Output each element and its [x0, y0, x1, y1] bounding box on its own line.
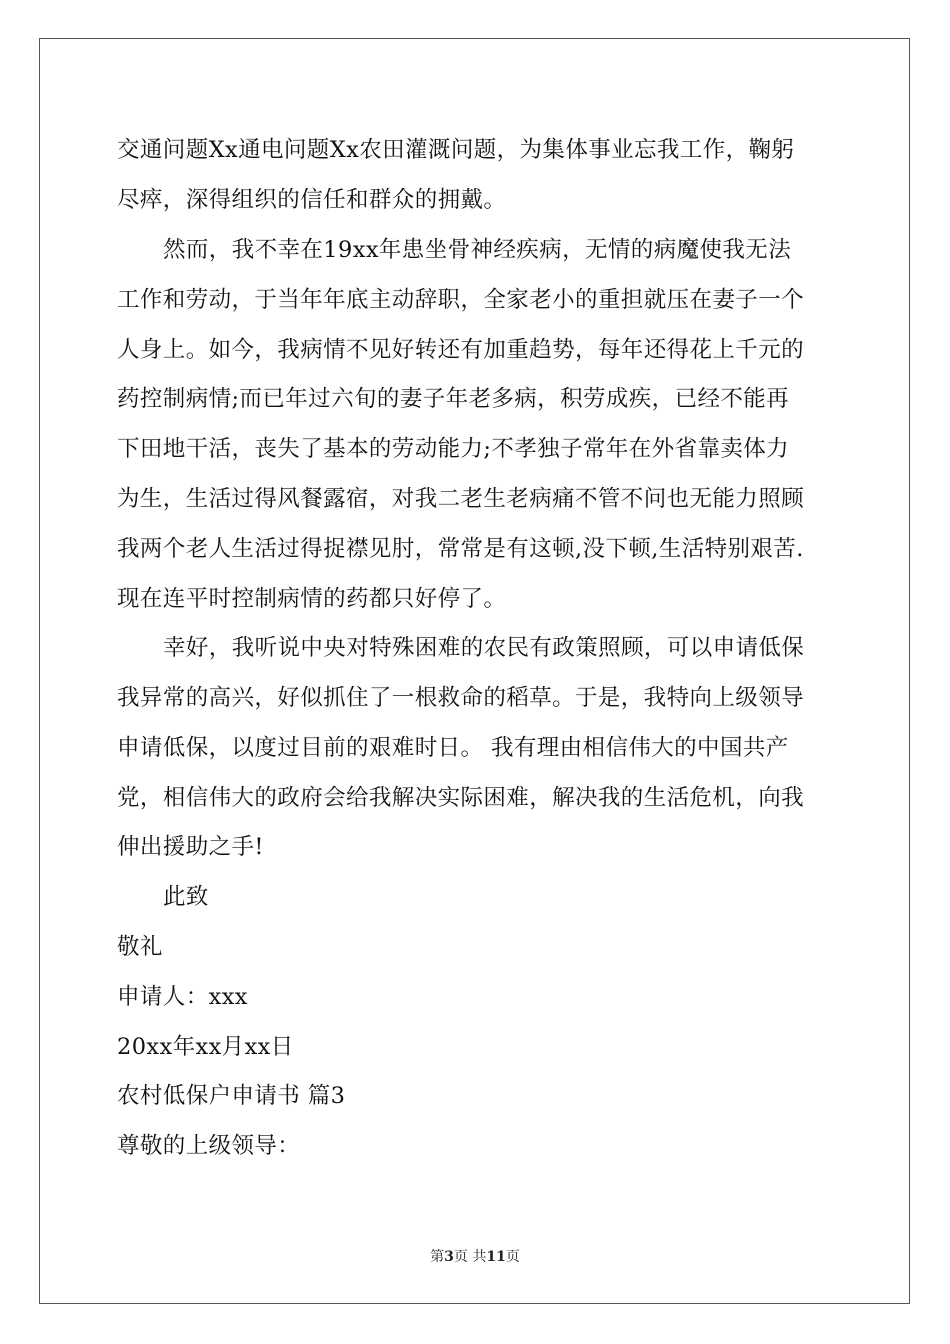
body-line-15: 伸出援助之手! [117, 834, 264, 860]
footer-suffix: 页 [505, 1249, 520, 1265]
body-line-2: 尽瘁，深得组织的信任和群众的拥戴。 [117, 187, 507, 213]
page-border [39, 38, 910, 1304]
body-line-4: 工作和劳动，于当年年底主动辞职，全家老小的重担就压在妻子一个 [117, 287, 805, 313]
document-date: 20xx年xx月xx日 [117, 1034, 294, 1060]
footer-page-number: 3 [444, 1249, 454, 1265]
section-heading: 农村低保户申请书 篇3 [117, 1083, 346, 1109]
closing-regards: 敬礼 [117, 934, 163, 960]
body-line-14: 党，相信伟大的政府会给我解决实际困难，解决我的生活危机，向我 [117, 785, 805, 811]
body-line-7: 下田地干活，丧失了基本的劳动能力;不孝独子常年在外省靠卖体力 [117, 436, 790, 462]
applicant-signature: 申请人：xxx [117, 984, 248, 1010]
body-line-1: 交通问题Xx通电问题Xx农田灌溉问题，为集体事业忘我工作，鞠躬 [117, 137, 795, 163]
body-line-5: 人身上。如今，我病情不见好转还有加重趋势，每年还得花上千元的 [117, 337, 805, 363]
footer-mid: 页 共 [453, 1249, 487, 1265]
closing-salutation: 此致 [163, 884, 209, 910]
letter-greeting: 尊敬的上级领导： [117, 1133, 301, 1159]
page-footer [0, 1246, 950, 1266]
body-line-12: 我异常的高兴，好似抓住了一根救命的稻草。于是，我特向上级领导 [117, 685, 805, 711]
body-line-9: 我两个老人生活过得捉襟见肘，常常是有这顿,没下顿,生活特别艰苦. [117, 536, 804, 562]
body-line-13: 申请低保，以度过目前的艰难时日。 我有理由相信伟大的中国共产 [117, 735, 789, 761]
body-line-3: 然而，我不幸在19xx年患坐骨神经疾病，无情的病魔使我无法 [163, 237, 792, 263]
footer-prefix: 第 [430, 1249, 445, 1265]
body-line-10: 现在连平时控制病情的药都只好停了。 [117, 586, 507, 612]
footer-total-pages: 11 [486, 1249, 506, 1265]
body-line-11: 幸好，我听说中央对特殊困难的农民有政策照顾，可以申请低保 [163, 635, 805, 661]
body-line-6: 药控制病情;而已年过六旬的妻子年老多病，积劳成疾，已经不能再 [117, 386, 790, 412]
body-line-8: 为生，生活过得风餐露宿，对我二老生老病痛不管不问也无能力照顾 [117, 486, 805, 512]
